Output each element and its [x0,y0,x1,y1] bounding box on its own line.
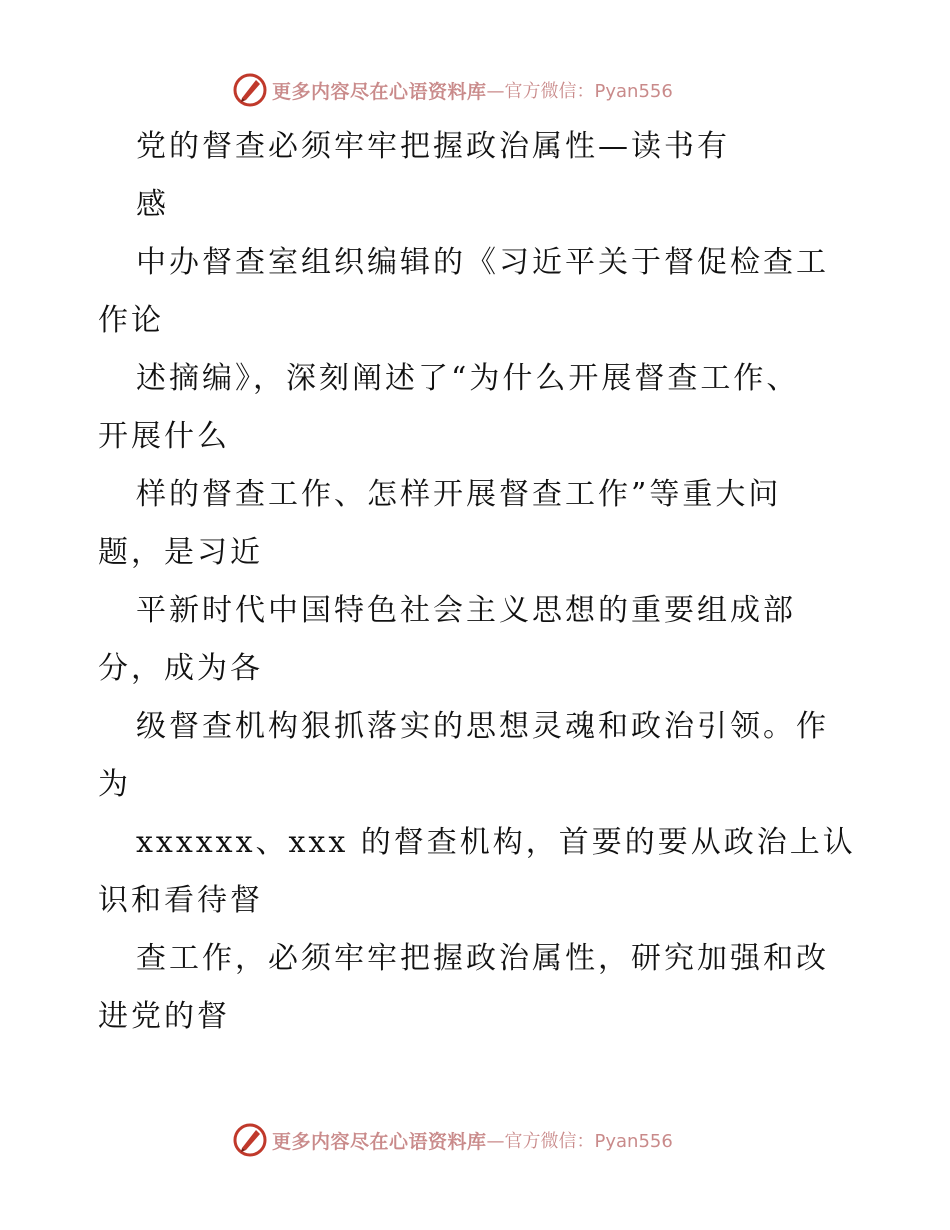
doc-text-line: 级督查机构狠抓落实的思想灵魂和政治引领。作 [136,709,829,744]
doc-text-line: 平新时代中国特色社会主义思想的重要组成部 [136,593,796,628]
banner-sub-text: —官方微信：Pyan556 [486,1131,673,1152]
doc-text-line: 开展什么 [98,419,230,454]
doc-text-line: xxxxxx、xxx 的督查机构，首要的要从政治上认 [136,825,856,860]
doc-text-line: 题，是习近 [98,535,263,570]
doc-text-line: 进党的督 [98,999,230,1034]
footer-banner [232,1122,673,1158]
doc-text-line: 中办督查室组织编辑的《习近平关于督促检查工 [136,245,829,280]
banner-main-text: 更多内容尽在心语资料库 [272,1130,487,1153]
document-body [98,118,858,1046]
doc-title-line: 感 [136,187,169,222]
doc-text-line: 为 [98,767,131,802]
doc-text-line: 识和看待督 [98,883,263,918]
doc-text-line: 样的督查工作、怎样开展督查工作”等重大问 [136,477,782,512]
header-banner [232,72,673,108]
doc-text-line: 述摘编》，深刻阐述了“为什么开展督查工作、 [136,361,800,396]
pen-logo-icon [232,72,268,108]
doc-text-line: 查工作，必须牢牢把握政治属性，研究加强和改 [136,941,829,976]
doc-title-line: 党的督查必须牢牢把握政治属性—读书有 [136,129,730,164]
banner-sub-text: —官方微信：Pyan556 [486,81,673,102]
banner-main-text: 更多内容尽在心语资料库 [272,80,487,103]
doc-text-line: 分，成为各 [98,651,263,686]
pen-logo-icon [232,1122,268,1158]
doc-text-line: 作论 [98,303,164,338]
